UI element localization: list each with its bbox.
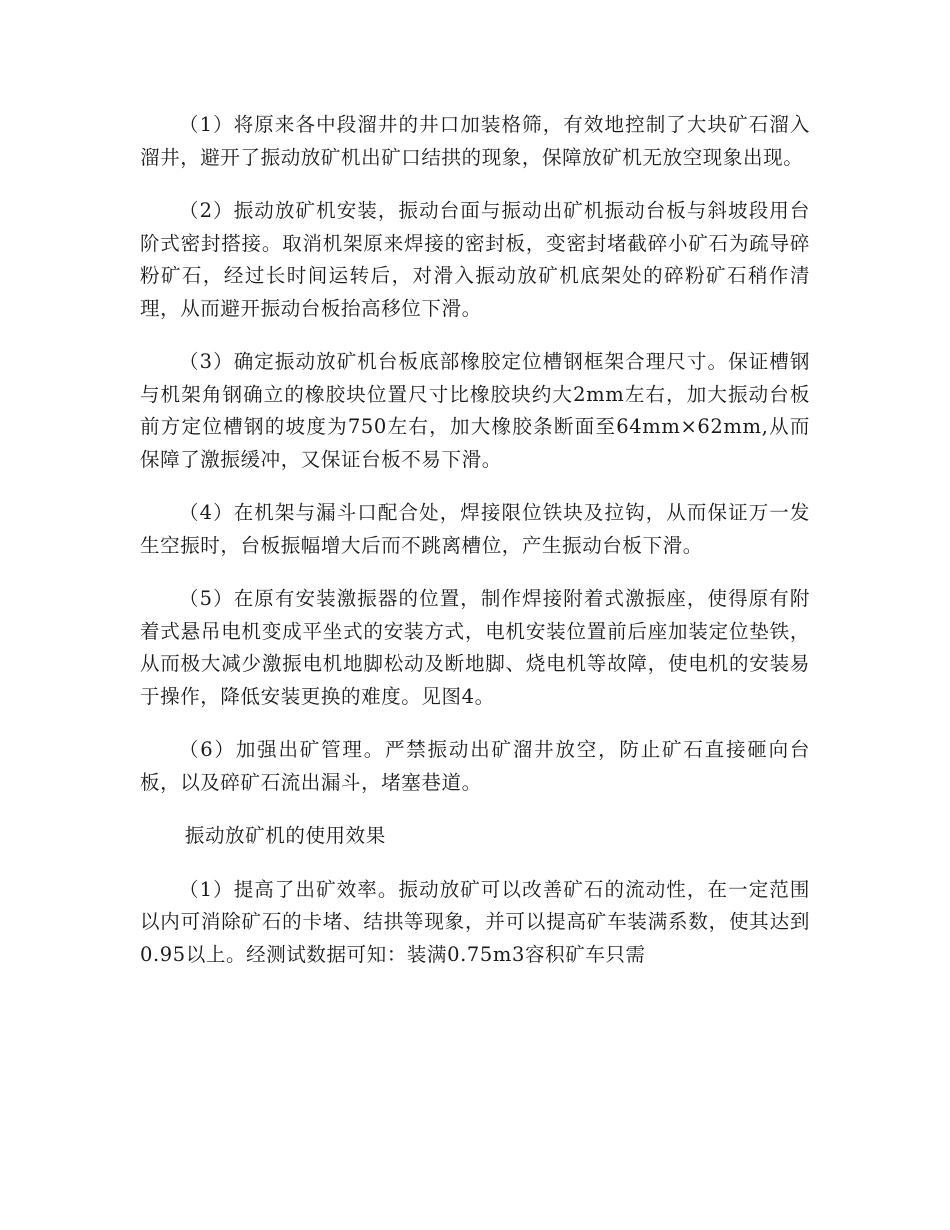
paragraph-5: （5）在原有安装激振器的位置，制作焊接附着式激振座，使得原有附着式悬吊电机变成平坐式的安装方式，电机安装位置前后座加装定位垫铁，从而极大减少激振电机地脚松动及断地脚、烧电机等故障，使电机的安装易于操作，降低安装更换的难度。见图4。 bbox=[140, 587, 810, 708]
paragraph-4: （4）在机架与漏斗口配合处，焊接限位铁块及拉钩，从而保证万一发生空振时，台板振幅增大后而不跳离槽位，产生振动台板下滑。 bbox=[140, 501, 810, 557]
paragraph-6: （6）加强出矿管理。严禁振动出矿溜井放空，防止矿石直接砸向台板，以及碎矿石流出漏斗，堵塞巷道。 bbox=[140, 738, 810, 794]
section-heading: 振动放矿机的使用效果 bbox=[184, 824, 386, 847]
paragraph-3: （3）确定振动放矿机台板底部橡胶定位槽钢框架合理尺寸。保证槽钢与机架角钢确立的橡胶块位置尺寸比橡胶块约大2mm左右，加大振动台板前方定位槽钢的坡度为750左右，加大橡胶条断面至64mm×62mm,从而保障了激振缓冲，又保证台板不易下滑。 bbox=[140, 350, 810, 471]
paragraph-2: （2）振动放矿机安装，振动台面与振动出矿机振动台板与斜坡段用台阶式密封搭接。取消机架原来焊接的密封板，变密封堵截碎小矿石为疏导碎粉矿石，经过长时间运转后，对滑入振动放矿机底架处的碎粉矿石稍作清理，从而避开振动台板抬高移位下滑。 bbox=[140, 199, 810, 320]
document-body bbox=[140, 109, 810, 992]
paragraph-7: （1）提高了出矿效率。振动放矿可以改善矿石的流动性，在一定范围以内可消除矿石的卡堵、结拱等现象，并可以提高矿车装满系数，使其达到0.95以上。经测试数据可知：装满0.75m3容积矿车只需 bbox=[140, 877, 810, 966]
paragraph-1: （1）将原来各中段溜井的井口加装格筛，有效地控制了大块矿石溜入溜井，避开了振动放矿机出矿口结拱的现象，保障放矿机无放空现象出现。 bbox=[140, 113, 810, 169]
